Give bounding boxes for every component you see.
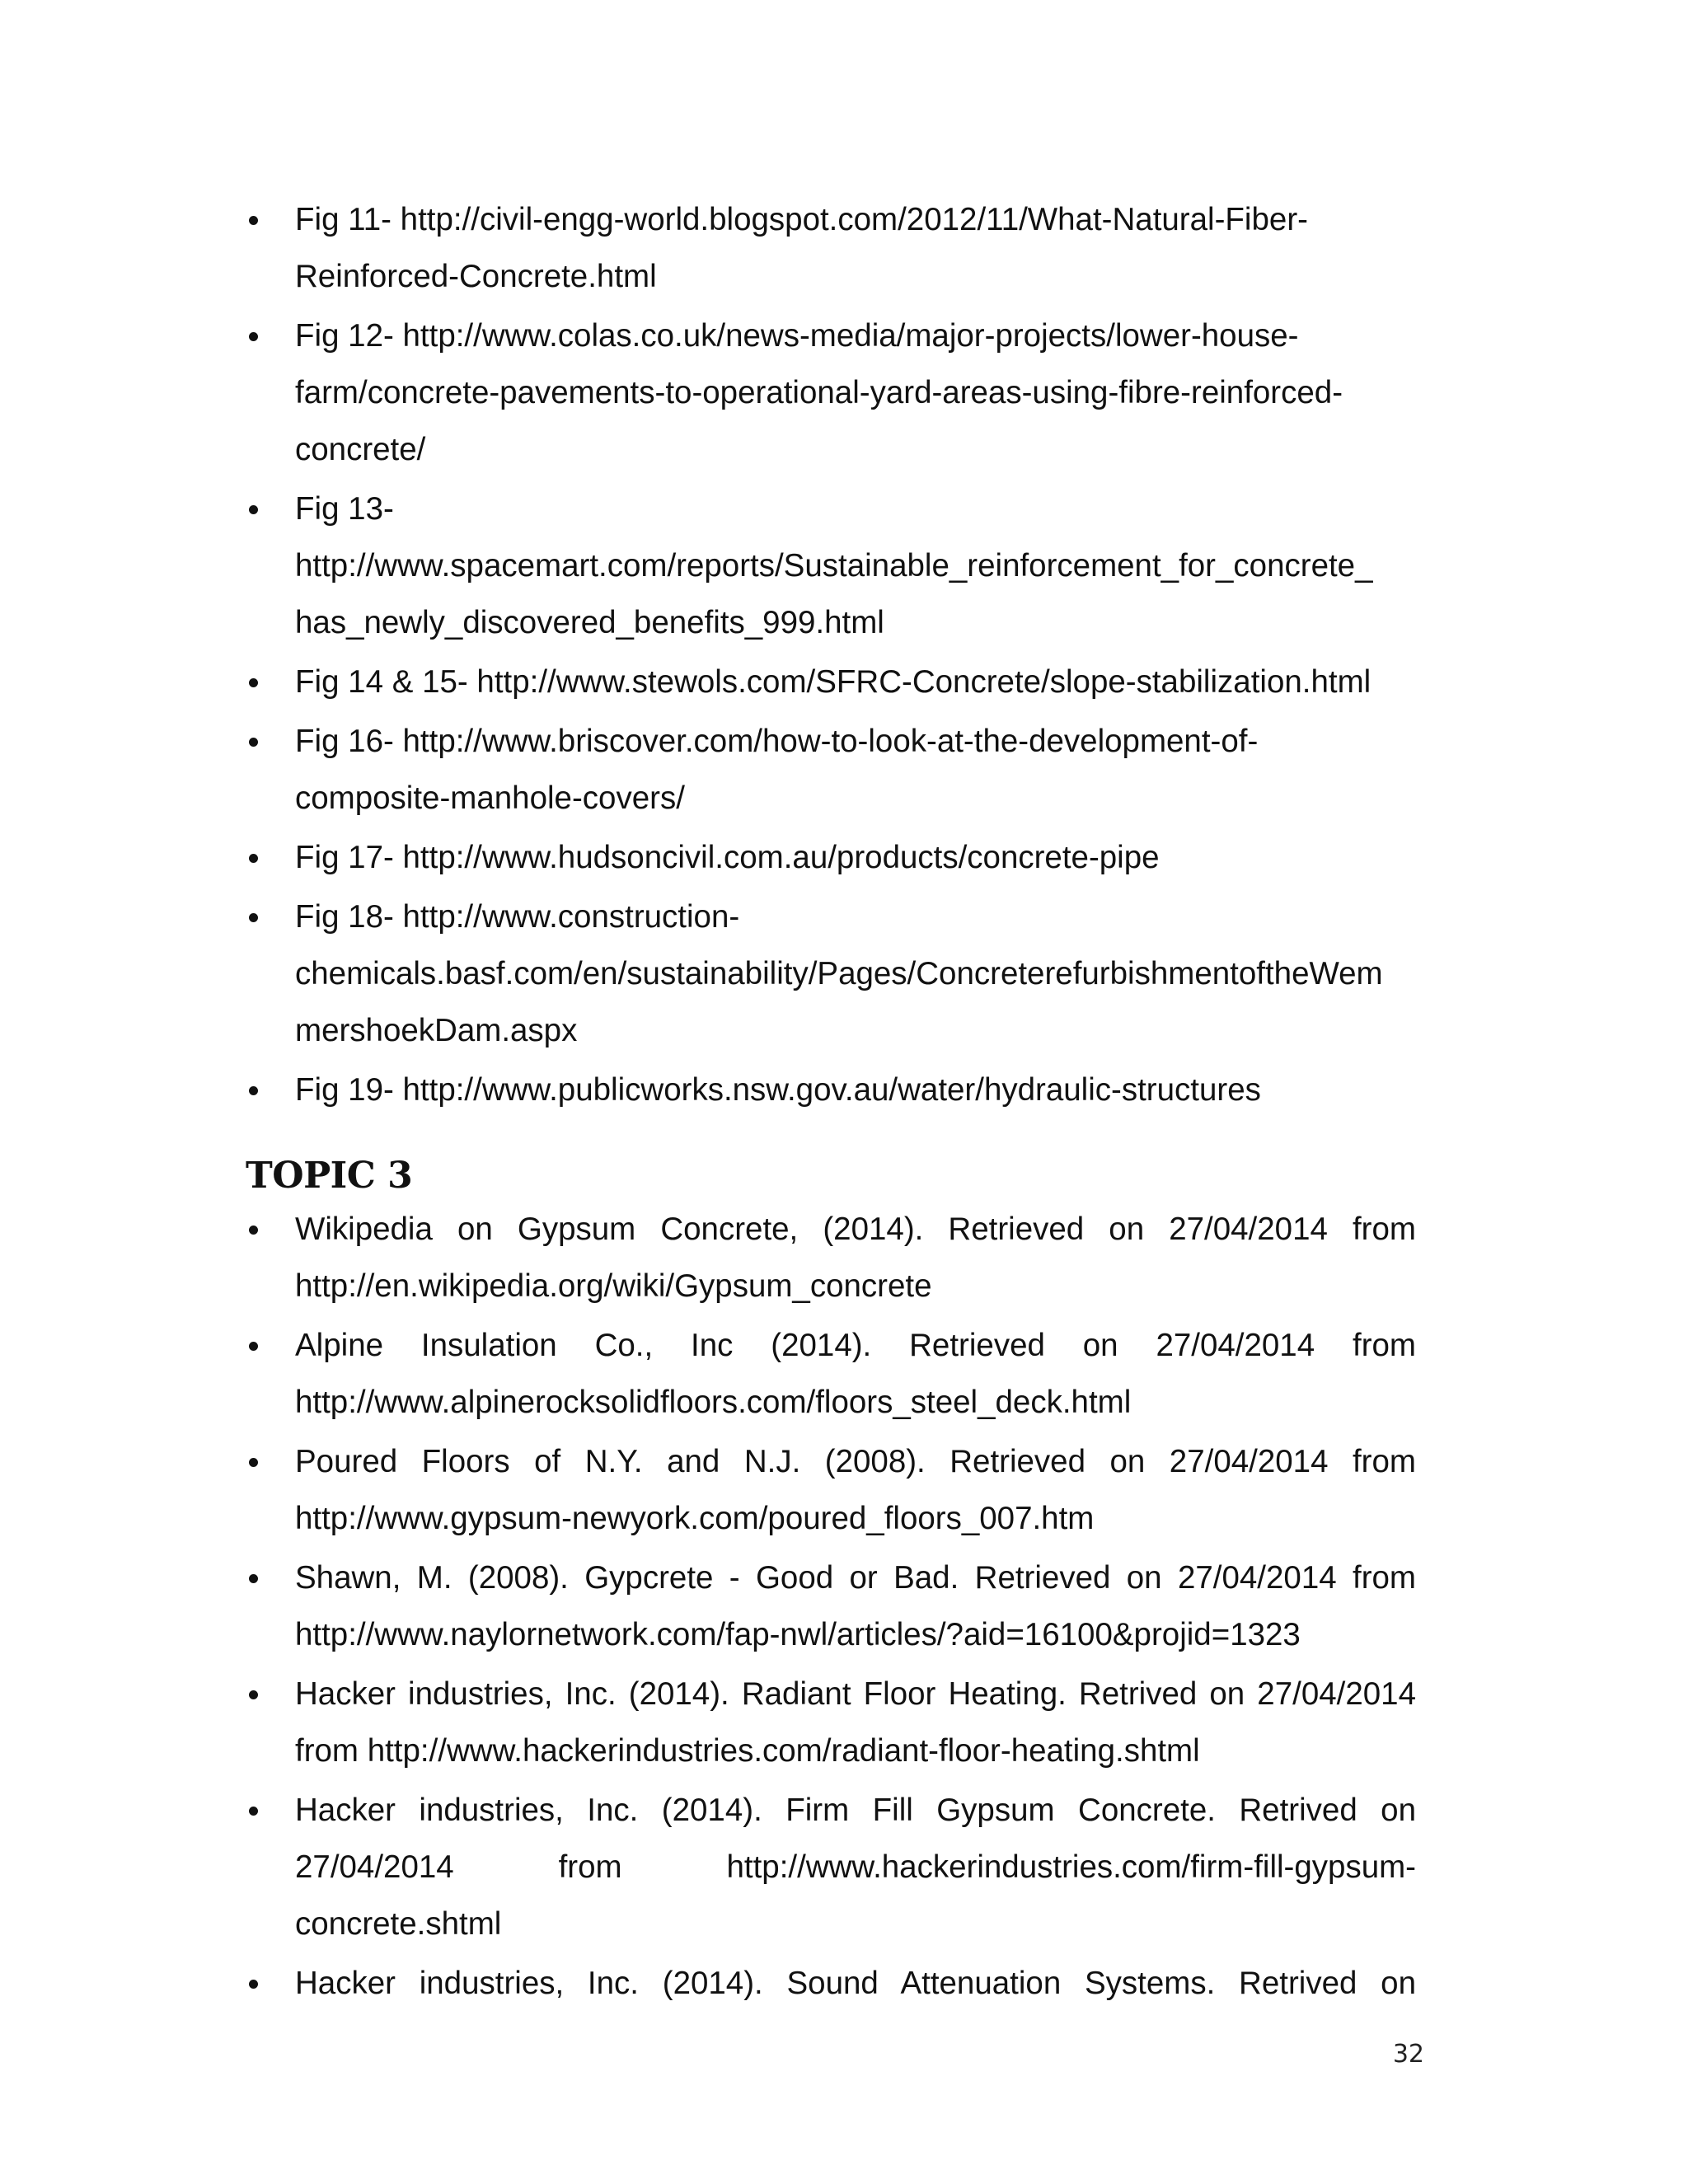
list-item xyxy=(246,713,1416,827)
list-item xyxy=(246,307,1416,478)
list-item xyxy=(246,191,1416,305)
reference-text: Poured Floors of N.Y. and N.J. (2008). Retrieved on 27/04/2014 from xyxy=(295,1444,1416,1479)
reference-url: http://en.wikipedia.org/wiki/Gypsum_concrete xyxy=(295,1268,932,1304)
reference-url: concrete.shtml xyxy=(295,1906,502,1942)
reference-line: Fig 18- http://www.construction- xyxy=(295,899,740,935)
list-item xyxy=(246,1955,1416,2012)
reference-url: http://www.gypsum-newyork.com/poured_floors_007.htm xyxy=(295,1501,1095,1536)
reference-line xyxy=(295,1782,1416,1839)
topic3-reference-list xyxy=(246,1201,1416,2012)
reference-text: from xyxy=(558,1849,622,1885)
reference-line xyxy=(295,1317,1416,1374)
page-number: 32 xyxy=(1392,2040,1424,2069)
list-item xyxy=(246,654,1416,710)
reference-url: http://www.alpinerocksolidfloors.com/floors_steel_deck.html xyxy=(295,1385,1132,1420)
reference-line: farm/concrete-pavements-to-operational-yard-areas-using-fibre-reinforced- xyxy=(295,375,1343,410)
section-heading: TOPIC 3 xyxy=(246,1155,413,1197)
reference-line xyxy=(295,1549,1416,1606)
reference-line: Fig 13- xyxy=(295,491,394,527)
list-item xyxy=(246,829,1416,886)
reference-line xyxy=(295,1201,1416,1258)
reference-line xyxy=(295,1955,1416,2012)
reference-text: Alpine Insulation Co., Inc (2014). Retrieved on 27/04/2014 from xyxy=(295,1328,1416,1363)
reference-text: Hacker industries, Inc. (2014). Radiant Floor Heating. Retrived on 27/04/2014 xyxy=(295,1676,1416,1712)
reference-line: Fig 12- http://www.colas.co.uk/news-media/major-projects/lower-house- xyxy=(295,318,1299,354)
reference-line: Reinforced-Concrete.html xyxy=(295,259,657,294)
figure-reference-list xyxy=(246,191,1416,1118)
reference-line: Fig 14 & 15- http://www.stewols.com/SFRC-Concrete/slope-stabilization.html xyxy=(295,664,1372,700)
list-item xyxy=(246,1433,1416,1547)
list-item xyxy=(246,1201,1416,1315)
reference-text: Wikipedia on Gypsum Concrete, (2014). Retrieved on 27/04/2014 from xyxy=(295,1212,1416,1247)
reference-line xyxy=(295,1433,1416,1490)
reference-date: 27/04/2014 xyxy=(295,1849,454,1885)
page-content xyxy=(246,191,1416,2014)
reference-line: http://www.spacemart.com/reports/Sustainable_reinforcement_for_concrete_ xyxy=(295,548,1373,583)
reference-line: has_newly_discovered_benefits_999.html xyxy=(295,605,884,640)
reference-line: composite-manhole-covers/ xyxy=(295,780,685,816)
reference-line xyxy=(295,1839,1416,1896)
reference-line: Fig 17- http://www.hudsoncivil.com.au/products/concrete-pipe xyxy=(295,840,1160,875)
reference-text: Shawn, M. (2008). Gypcrete - Good or Bad. Retrieved on 27/04/2014 from xyxy=(295,1560,1416,1596)
reference-line: concrete/ xyxy=(295,432,426,467)
list-item xyxy=(246,1317,1416,1431)
list-item xyxy=(246,480,1416,651)
list-item xyxy=(246,1782,1416,1952)
list-item xyxy=(246,1666,1416,1779)
reference-url: http://www.hackerindustries.com/firm-fill-gypsum- xyxy=(726,1849,1416,1885)
reference-line: chemicals.basf.com/en/sustainability/Pages/ConcreterefurbishmentoftheWem xyxy=(295,956,1383,991)
list-item xyxy=(246,1062,1416,1118)
reference-url: from http://www.hackerindustries.com/radiant-floor-heating.shtml xyxy=(295,1733,1200,1769)
reference-line: Fig 19- http://www.publicworks.nsw.gov.au/water/hydraulic-structures xyxy=(295,1072,1261,1108)
reference-line: mershoekDam.aspx xyxy=(295,1013,578,1048)
reference-line xyxy=(295,1666,1416,1722)
reference-line: Fig 16- http://www.briscover.com/how-to-look-at-the-development-of- xyxy=(295,724,1259,759)
reference-text: Hacker industries, Inc. (2014). Sound Attenuation Systems. Retrived on xyxy=(295,1966,1416,2001)
reference-url: http://www.naylornetwork.com/fap-nwl/articles/?aid=16100&projid=1323 xyxy=(295,1617,1301,1652)
reference-line: Fig 11- http://civil-engg-world.blogspot.com/2012/11/What-Natural-Fiber- xyxy=(295,202,1308,237)
reference-text: Hacker industries, Inc. (2014). Firm Fill Gypsum Concrete. Retrived on xyxy=(295,1793,1416,1828)
list-item xyxy=(246,888,1416,1059)
list-item xyxy=(246,1549,1416,1663)
